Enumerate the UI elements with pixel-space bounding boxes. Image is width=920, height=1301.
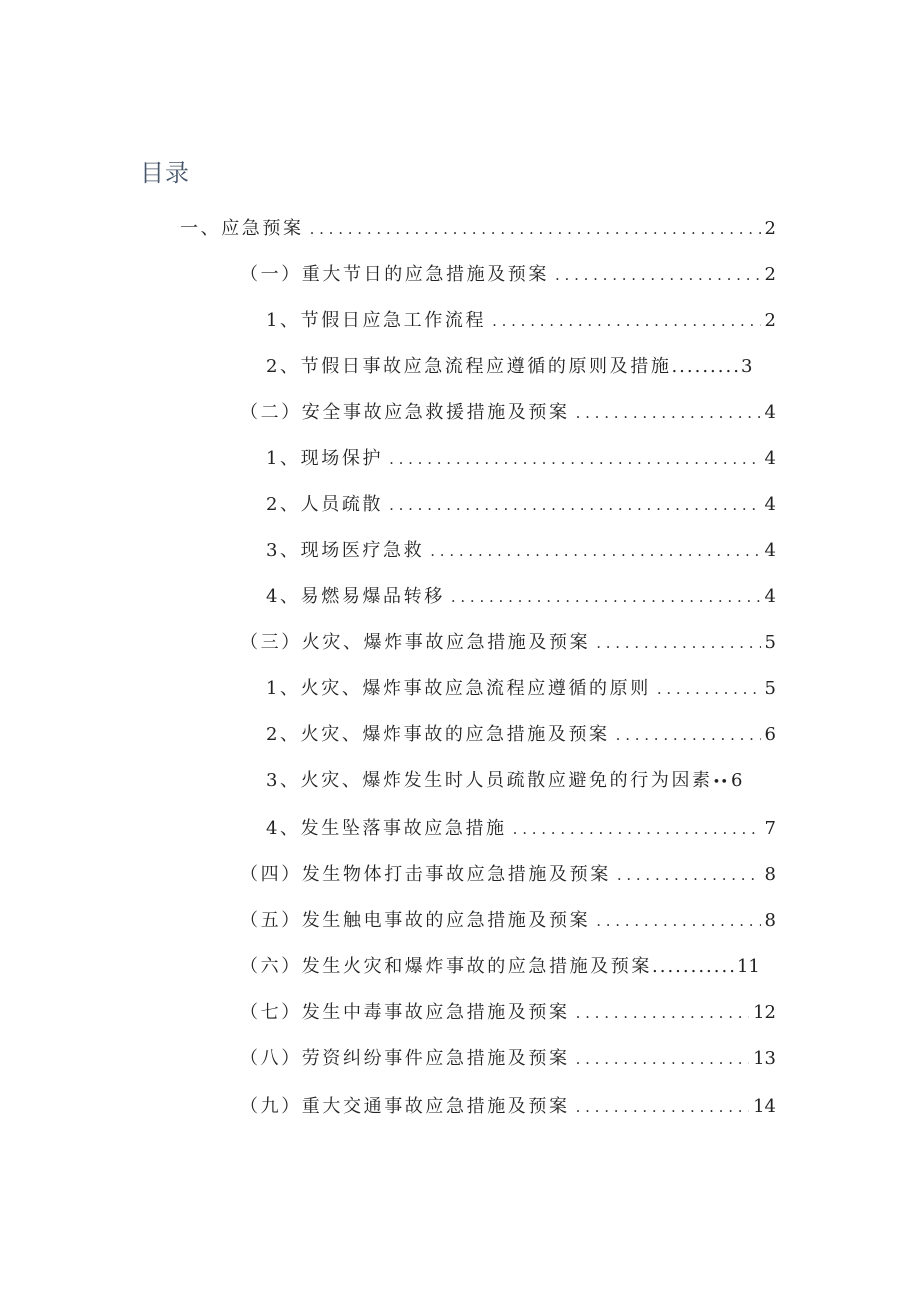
- toc-leader-dots: [451, 582, 761, 612]
- toc-leader-dots: [596, 628, 760, 658]
- toc-leader-dots: [389, 490, 760, 520]
- toc-entry-label: 3、火灾、爆炸发生时人员疏散应避免的行为因素: [266, 770, 713, 791]
- toc-entry[interactable]: [240, 1044, 776, 1074]
- toc-leader-dots: [492, 306, 760, 336]
- toc-leader-dots: [576, 998, 749, 1028]
- toc-page-number: 6: [764, 724, 776, 745]
- toc-entry[interactable]: [266, 306, 776, 336]
- toc-entry[interactable]: [266, 536, 776, 566]
- toc-entry-label: （六）发生火灾和爆炸事故的应急措施及预案: [240, 956, 652, 977]
- toc-page-number: 4: [764, 540, 776, 561]
- toc-page-number: 4: [764, 494, 776, 515]
- toc-entry[interactable]: [266, 582, 776, 612]
- toc-entry-label: 2、火灾、爆炸事故的应急措施及预案: [266, 724, 610, 745]
- toc-entry-label: 3、现场医疗急救: [266, 540, 425, 561]
- toc-entry-label: 1、现场保护: [266, 448, 384, 469]
- toc-page-number: 11: [736, 956, 760, 977]
- toc-entry[interactable]: [240, 628, 776, 658]
- toc-leader-dots: [430, 536, 760, 566]
- toc-page-number: 8: [764, 910, 776, 931]
- toc-entry-label: 4、易燃易爆品转移: [266, 586, 445, 607]
- toc-page-number: 13: [753, 1048, 776, 1069]
- toc-entry[interactable]: [240, 398, 776, 428]
- toc-entry-label: 4、发生坠落事故应急措施: [266, 818, 507, 839]
- toc-page-number: 4: [764, 586, 776, 607]
- toc-entry[interactable]: [266, 352, 776, 382]
- toc-page-number: 3: [740, 356, 753, 377]
- toc-title: 目录: [140, 159, 190, 187]
- toc-page-number: 2: [764, 310, 776, 331]
- toc-leader-dots: ••: [712, 775, 728, 790]
- toc-entry[interactable]: [266, 720, 776, 750]
- toc-entry-label: （九）重大交通事故应急措施及预案: [240, 1096, 570, 1117]
- toc-page-number: 12: [753, 1002, 776, 1023]
- toc-entry[interactable]: [180, 214, 776, 244]
- toc-leader-dots: [389, 444, 760, 474]
- toc-entry-label: （三）火灾、爆炸事故应急措施及预案: [240, 632, 591, 653]
- toc-leader-dots: [576, 398, 761, 428]
- toc-entry-label: （八）劳资纠纷事件应急措施及预案: [240, 1048, 570, 1069]
- toc-page-number: 2: [764, 218, 776, 239]
- toc-leader-dots: [616, 720, 761, 750]
- toc-leader-dots: ...........: [652, 956, 737, 977]
- toc-page-number: 6: [731, 770, 743, 791]
- toc-leader-dots: [513, 814, 761, 844]
- toc-entry[interactable]: [266, 490, 776, 520]
- toc-leader-dots: [555, 260, 761, 290]
- toc-leader-dots: [617, 860, 761, 890]
- toc-entry-label: （五）发生触电事故的应急措施及预案: [240, 910, 591, 931]
- toc-page-number: 5: [764, 678, 776, 699]
- toc-entry[interactable]: [266, 814, 776, 844]
- toc-entry-label: （四）发生物体打击事故应急措施及预案: [240, 864, 611, 885]
- toc-page-number: 14: [753, 1096, 776, 1117]
- toc-entry[interactable]: [240, 860, 776, 890]
- toc-leader-dots: [596, 906, 760, 936]
- toc-entry-label: 2、节假日事故应急流程应遵循的原则及措施: [266, 356, 672, 377]
- toc-leader-dots: .........: [671, 356, 741, 377]
- toc-entry-label: （一）重大节日的应急措施及预案: [240, 264, 549, 285]
- toc-entry[interactable]: [240, 952, 776, 982]
- toc-page-number: 2: [764, 264, 776, 285]
- toc-entry-label: 1、节假日应急工作流程: [266, 310, 487, 331]
- toc-page-number: 8: [764, 864, 776, 885]
- toc-entry-label: （七）发生中毒事故应急措施及预案: [240, 1002, 570, 1023]
- toc-entry[interactable]: [240, 1092, 776, 1122]
- toc-entry[interactable]: [240, 260, 776, 290]
- toc-leader-dots: [310, 214, 761, 244]
- toc-entry[interactable]: [266, 674, 776, 704]
- toc-page-number: 4: [764, 402, 776, 423]
- toc-entry[interactable]: [240, 998, 776, 1028]
- toc-entry-label: 1、火灾、爆炸事故应急流程应遵循的原则: [266, 678, 651, 699]
- toc-entry[interactable]: [266, 766, 776, 796]
- toc-leader-dots: [576, 1092, 749, 1122]
- toc-entry[interactable]: [240, 906, 776, 936]
- toc-page-number: 5: [764, 632, 776, 653]
- toc-page-number: 7: [764, 818, 776, 839]
- toc-entry-label: 一、应急预案: [180, 218, 304, 239]
- toc-entry-label: 2、人员疏散: [266, 494, 384, 515]
- toc-entry-label: （二）安全事故应急救援措施及预案: [240, 402, 570, 423]
- toc-entry[interactable]: [266, 444, 776, 474]
- toc-leader-dots: [576, 1044, 749, 1074]
- toc-leader-dots: [657, 674, 761, 704]
- toc-page-number: 4: [764, 448, 776, 469]
